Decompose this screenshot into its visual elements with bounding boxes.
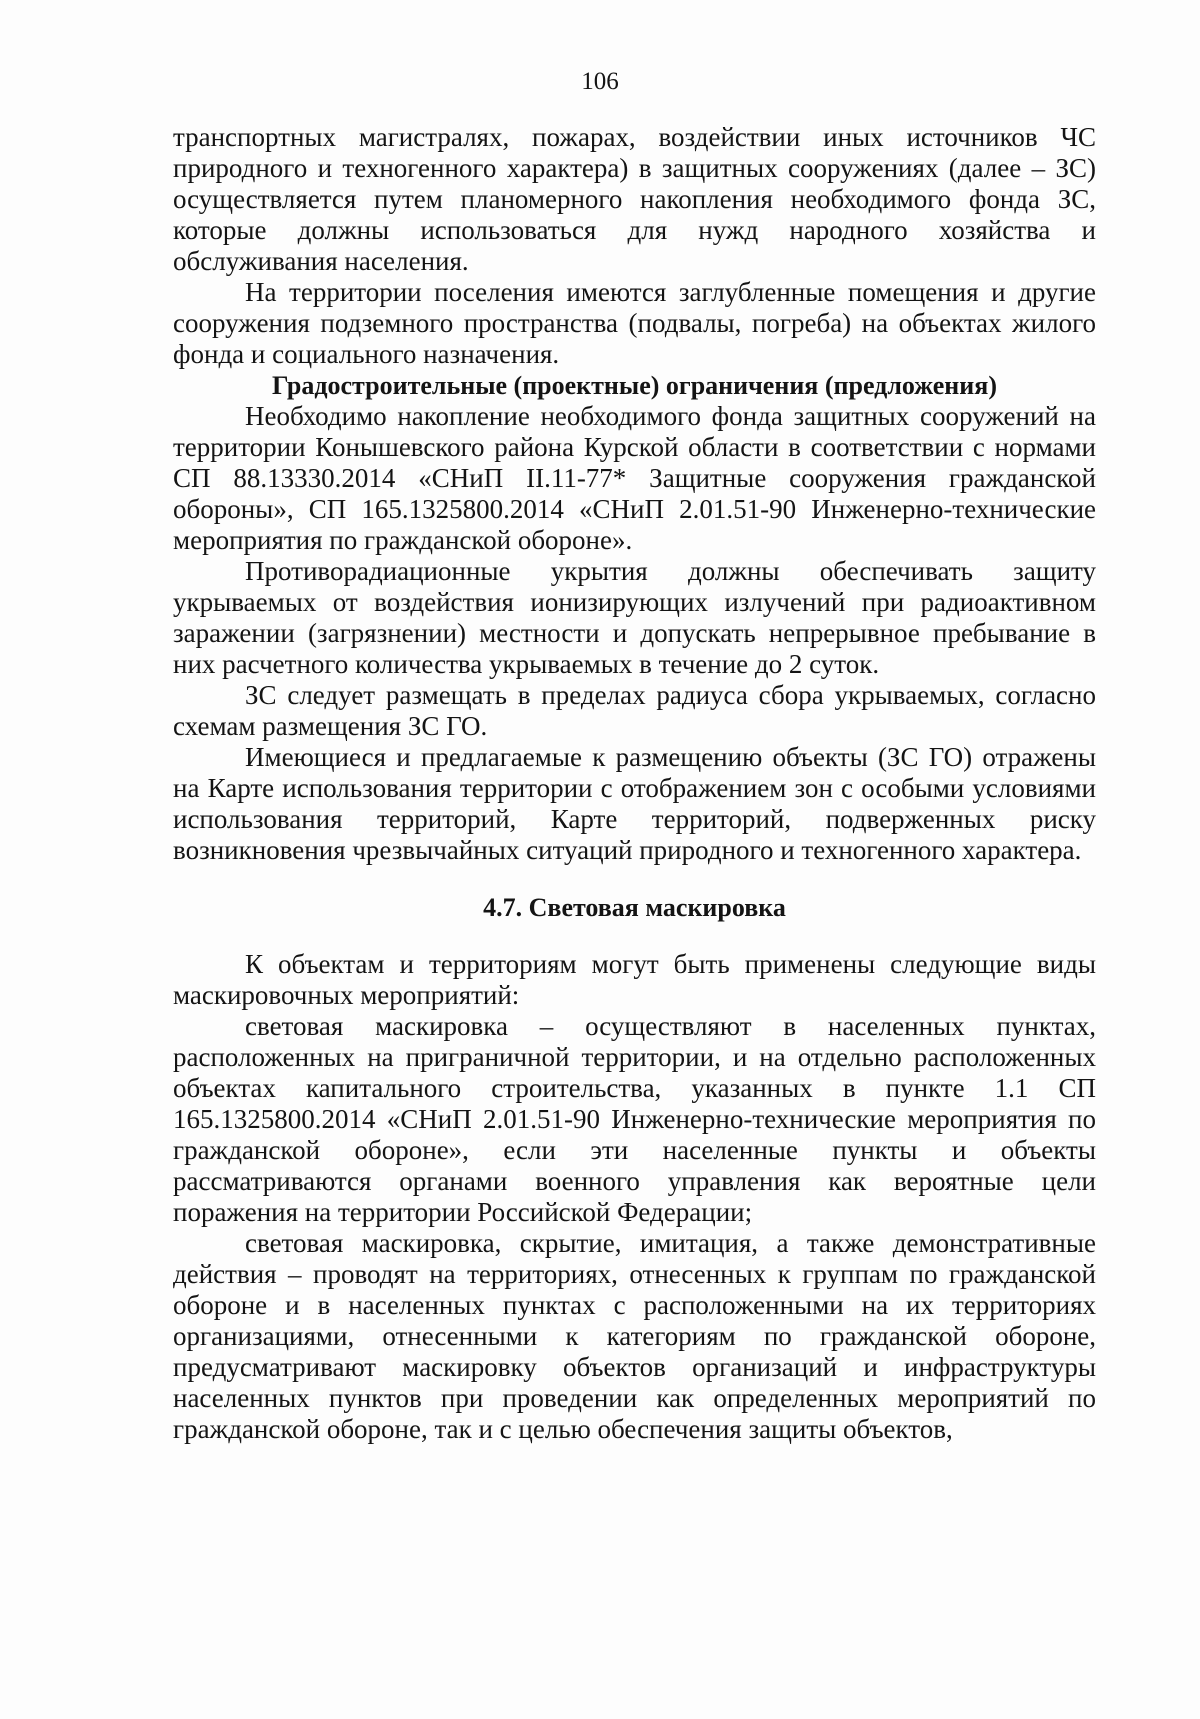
paragraph-shelter-fund: Необходимо накопление необходимого фонда защитных сооружений на территории Конышевского района Курской области в соответствии с нормами СП 88.13330.2014 «СНиП II.11-77* Защитные сооружения гражданской обороны», СП 165.1325800.2014 «СНиП 2.01.51-90 Инженерно-технические мероприятия по гражданской обороне». xyxy=(173,401,1096,555)
list-item: световая маскировка – осуществляют в населенных пунктах, расположенных на приграничной территории, и на отдельно расположенных объектах капитального строительства, указанных в пункте 1.1 СП 165.1325800.2014 «СНиП 2.01.51-90 Инженерно-технические мероприятия по гражданской обороне», если эти населенные пункты и объекты рассматриваются органами военного управления как вероятные цели поражения на территории Российской Федерации; xyxy=(173,1011,1096,1227)
document-body xyxy=(173,122,1096,1445)
page-number: 106 xyxy=(581,68,619,95)
paragraph-continued: транспортных магистралях, пожарах, воздействии иных источников ЧС природного и техногенного характера) в защитных сооружениях (далее – ЗС) осуществляется путем планомерного накопления необходимого фонда ЗС, которые должны использоваться для нужд народного хозяйства и обслуживания населения. xyxy=(173,122,1096,276)
paragraph-radiation-shelters: Противорадиационные укрытия должны обеспечивать защиту укрываемых от воздействия ионизирующих излучений при радиоактивном заражении (загрязнении) местности и допускать непрерывное пребывание в них расчетного количества укрываемых в течение до 2 суток. xyxy=(173,556,1096,679)
list-item: световая маскировка, скрытие, имитация, а также демонстративные действия – проводят на территориях, отнесенных к группам по гражданской обороне и в населенных пунктах с расположенными на их территориях организациями, отнесенными к категориям по гражданской обороне, предусматривают маскировку объектов организаций и инфраструктуры населенных пунктов при проведении как определенных мероприятий по гражданской обороне, так и с целью обеспечения защиты объектов, xyxy=(173,1228,1096,1444)
paragraph-underground-premises: На территории поселения имеются заглубленные помещения и другие сооружения подземного пространства (подвалы, погреба) на объектах жилого фонда и социального назначения. xyxy=(173,277,1096,369)
paragraph-shelter-placement: ЗС следует размещать в пределах радиуса сбора укрываемых, согласно схемам размещения ЗС ГО. xyxy=(173,680,1096,741)
paragraph-section-intro: К объектам и территориям могут быть применены следующие виды маскировочных мероприятий: xyxy=(173,949,1096,1010)
paragraph-maps-reference: Имеющиеся и предлагаемые к размещению объекты (ЗС ГО) отражены на Карте использования территории с отображением зон с особыми условиями использования территорий, Карте территорий, подверженных риску возникновения чрезвычайных ситуаций природного и техногенного характера. xyxy=(173,742,1096,865)
subheading-restrictions: Градостроительные (проектные) ограничения (предложения) xyxy=(271,371,997,400)
section-heading-light-masking: 4.7. Световая маскировка xyxy=(483,893,786,922)
